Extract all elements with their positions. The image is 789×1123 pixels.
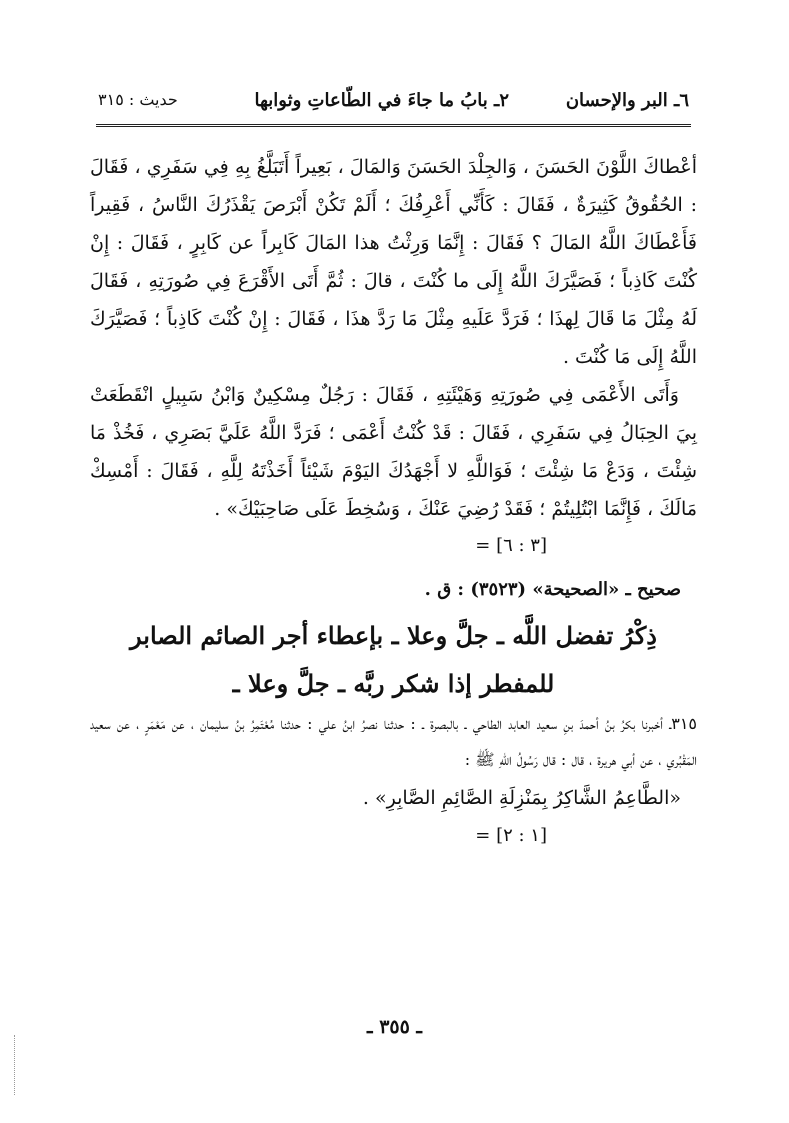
matn-text: «الطَّاعِمُ الشَّاكِرُ بِمَنْزِلَةِ الصَّائِمِ الصَّابِرِ» . — [362, 787, 681, 809]
chapter-heading-line-2: للمفطر إذا شكر ربَّه ـ جلَّ وعلا ـ — [232, 669, 555, 698]
running-header — [98, 90, 689, 120]
paragraph-2: وَأَتَى الأَعْمَى فِي صُورَتِهِ وَهَيْئَتِهِ ، فَقَالَ : رَجُلٌ مِسْكِينٌ وَابْنُ سَبِيلٍ انْقَطَعَتْ بِيَ الحِبَالُ فِي سَفَرِي ، فَقَالَ : قَدْ كُنْتُ أَعْمَى ؛ فَرَدَّ اللَّهُ عَلَيَّ بَصَرِي ، فَخُذْ مَا شِئْتَ ، وَدَعْ مَا شِئْتَ ؛ فَوَاللَّهِ لا أَجْهَدُكَ اليَوْمَ شَيْئاً أَخَذْتَهُ لِلَّهِ ، فَقَالَ : أَمْسِكْ مَالَكَ ، فَإِنَّمَا ابْتُلِيتُمْ ؛ فَقَدْ رُضِيَ عَنْكَ ، وَسُخِطَ عَلَى صَاحِبَيْكَ» . — [90, 384, 697, 520]
hadith-number: حديث : ٣١٥ — [98, 90, 178, 109]
reference-2: [١ : ٢] = — [475, 825, 547, 846]
header-rule — [96, 124, 691, 127]
chapter-title: ٦ـ البر والإحسان — [565, 90, 689, 111]
paragraph-1: أعْطاكَ اللَّوْنَ الحَسَنَ ، وَالجِلْدَ الحَسَنَ وَالمَالَ ، بَعِيراً أَتَبَلَّغُ بِهِ فِي سَفَرِي ، فَقَالَ : الحُقُوقُ كَثِيرَةٌ ، فَقَالَ : كَأَنِّي أَعْرِفُكَ ؛ أَلَمْ تَكُنْ أَبْرَصَ يَقْذَرُكَ النَّاسُ ، فَقِيراً فَأَعْطَاكَ اللَّهُ المَالَ ؟ فَقَالَ : إِنَّمَا وَرِثْتُ هذا المَالَ كَابِراً عن كَابِرٍ ، فَقَالَ : إِنْ كُنْتَ كَاذِباً ؛ فَصَيَّرَكَ اللَّهُ إِلَى ما كُنْتَ ، قالَ : ثُمَّ أَتَى الأَقْرَعَ فِي صُورَتِهِ ، فَقَالَ لَهُ مِثْلَ مَا قَالَ لِهذَا ؛ فَرَدَّ عَلَيهِ مِثْلَ مَا رَدَّ هذَا ، فَقَالَ : إِنْ كُنْتَ كَاذِباً ؛ فَصَيَّرَكَ اللَّهُ إِلَى مَا كُنْتَ . — [90, 156, 697, 368]
section-title: ٢ـ بابُ ما جاءَ في الطّاعاتِ وثوابها — [254, 90, 509, 111]
hadith-grade: صحيح ـ «الصحيحة» (٣٥٢٣) : ق . — [424, 579, 681, 600]
isnad-text: ٣١٥ـ أخبرنا بكرُ بنُ أحمدَ بنِ سعيد العابد الطاحي ـ بالبصرة ـ : حدثنا نصرُ ابنُ علي : حدثنا مُعْتَمِرُ بنُ سليمان ، عن مَعْمَرٍ ، عن سعيد المَقْبُري ، عن أبي هريرة ، قال : قال رَسُولُ اللهِ ﷺ : — [90, 714, 697, 769]
chapter-heading-line-1: ذِكْرُ تفضل اللَّه ـ جلَّ وعلا ـ بإعطاء أجر الصائم الصابر — [130, 621, 657, 650]
page-number: ـ ٣٥٥ ـ — [367, 1016, 422, 1038]
page-body — [90, 148, 697, 854]
scan-margin-mark — [14, 1035, 18, 1095]
reference-1: [٣ : ٦] = — [475, 535, 547, 556]
